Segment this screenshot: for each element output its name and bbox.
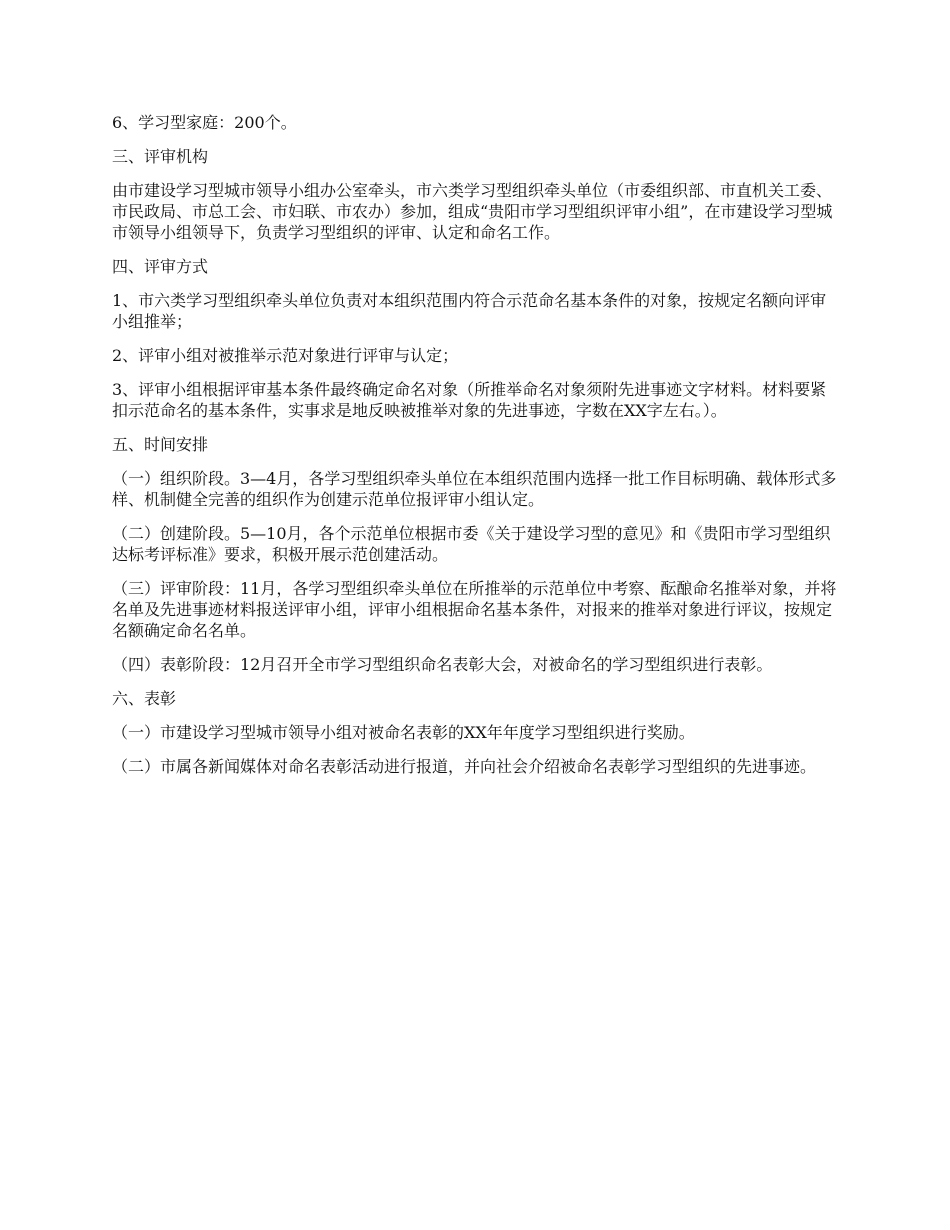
list-item-schedule-3: （三）评审阶段：11月，各学习型组织牵头单位在所推举的示范单位中考察、酝酿命名推举对象，并将名单及先进事迹材料报送评审小组，评审小组根据命名基本条件，对报来的推举对象进行评议，按规定名额确定命名名单。 [112,579,837,640]
list-item-method-1: 1、市六类学习型组织牵头单位负责对本组织范围内符合示范命名基本条件的对象，按规定名额向评审小组推举； [112,291,827,331]
section-heading-review-body: 三、评审机构 [112,147,209,166]
list-item-commendation-1: （一）市建设学习型城市领导小组对被命名表彰的XX年年度学习型组织进行奖励。 [112,723,695,742]
list-item-method-3: 3、评审小组根据评审基本条件最终确定命名对象（所推举命名对象须附先进事迹文字材料。材料要紧扣示范命名的基本条件，实事求是地反映被推举对象的先进事迹，字数在XX字左右。）。 [112,380,827,420]
list-item-commendation-2: （二）市属各新闻媒体对命名表彰活动进行报道，并向社会介绍被命名表彰学习型组织的先进事迹。 [112,757,817,776]
section-heading-commendation: 六、表彰 [112,689,177,708]
list-item-schedule-1: （一）组织阶段。3—4月，各学习型组织牵头单位在本组织范围内选择一批工作目标明确、载体形式多样、机制健全完善的组织作为创建示范单位报评审小组认定。 [112,469,837,509]
paragraph-review-body: 由市建设学习型城市领导小组办公室牵头，市六类学习型组织牵头单位（市委组织部、市直机关工委、市民政局、市总工会、市妇联、市农办）参加，组成“贵阳市学习型组织评审小组”，在市建设学习型城市领导小组领导下，负责学习型组织的评审、认定和命名工作。 [112,181,833,242]
list-item-method-2: 2、评审小组对被推举示范对象进行评审与认定； [112,346,459,365]
list-item-schedule-2: （二）创建阶段。5—10月，各个示范单位根据市委《关于建设学习型的意见》和《贵阳市学习型组织达标考评标准》要求，积极开展示范创建活动。 [112,524,831,564]
section-heading-schedule: 五、时间安排 [112,435,209,454]
list-item-schedule-4: （四）表彰阶段：12月召开全市学习型组织命名表彰大会，对被命名的学习型组织进行表彰。 [112,655,773,674]
document-body [112,112,838,790]
section-heading-review-method: 四、评审方式 [112,257,209,276]
list-item-learning-families: 6、学习型家庭：200个。 [112,113,297,132]
